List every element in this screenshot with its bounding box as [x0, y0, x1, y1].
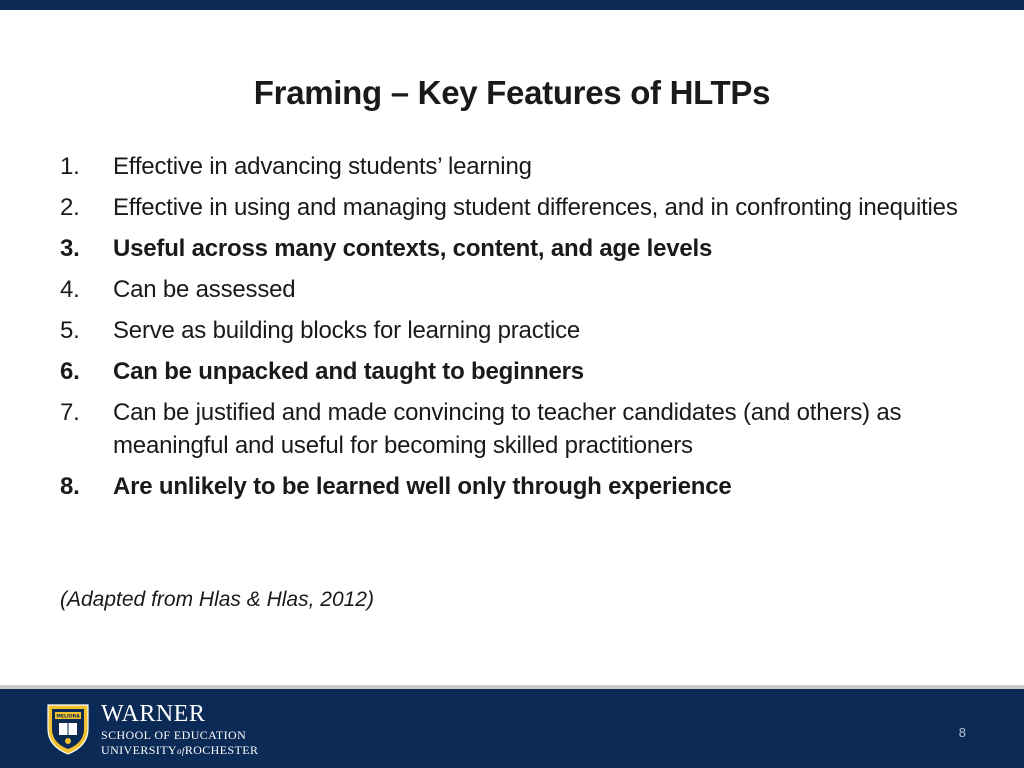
feature-list: [60, 150, 960, 511]
list-item-number: 4.: [60, 276, 80, 303]
list-item-number: 8.: [60, 473, 80, 500]
list-item: [60, 470, 960, 503]
list-item-text: Useful across many contexts, content, and age levels: [113, 235, 713, 262]
list-item-text: Can be justified and made convincing to teacher candidates (and others) as meaningful and useful for becoming skilled practitioners: [113, 399, 902, 459]
list-item-number: 7.: [60, 399, 80, 426]
list-item: [60, 355, 960, 388]
list-item-number: 1.: [60, 153, 80, 180]
list-item: [60, 396, 960, 462]
page-number: 8: [958, 725, 966, 740]
slide-title: Framing – Key Features of HLTPs: [253, 74, 771, 111]
logo-rochester: ROCHESTER: [184, 743, 259, 757]
list-item: [60, 232, 960, 265]
list-item: [60, 314, 960, 347]
list-item-text: Can be unpacked and taught to beginners: [113, 358, 584, 385]
school-logo: [101, 702, 258, 758]
list-item: [60, 191, 960, 224]
list-item-number: 2.: [60, 194, 80, 221]
list-item-text: Can be assessed: [113, 276, 296, 303]
list-item-text: Effective in using and managing student differences, and in confronting inequities: [113, 194, 958, 221]
logo-university-of-rochester: [101, 743, 258, 758]
logo-warner: WARNER: [101, 701, 206, 727]
footer-bar: [0, 689, 1024, 768]
logo-of: of: [177, 746, 185, 756]
top-bar: [0, 0, 1024, 10]
list-item: [60, 150, 960, 183]
list-item-number: 6.: [60, 358, 80, 385]
university-crest-icon: [46, 703, 90, 755]
citation: (Adapted from Hlas & Hlas, 2012): [60, 588, 374, 611]
list-item-text: Are unlikely to be learned well only through experience: [113, 473, 732, 500]
list-item-number: 5.: [60, 317, 80, 344]
logo-university: UNIVERSITY: [101, 743, 177, 757]
list-item-number: 3.: [60, 235, 80, 262]
crest-motto: MELIORA: [56, 714, 80, 720]
list-item-text: Serve as building blocks for learning practice: [113, 317, 581, 344]
list-item-text: Effective in advancing students’ learning: [113, 153, 532, 180]
list-item: [60, 273, 960, 306]
logo-school-of-education: SCHOOL OF EDUCATION: [101, 728, 247, 742]
